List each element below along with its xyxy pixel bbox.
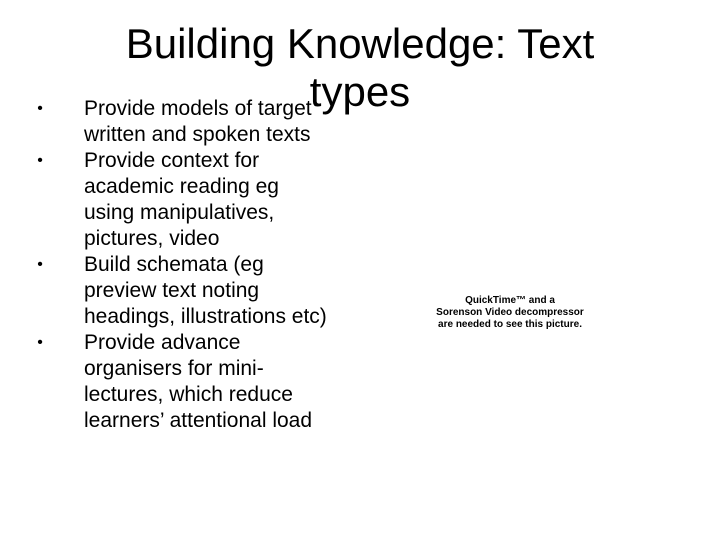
placeholder-line: QuickTime™ and a — [465, 295, 555, 306]
bullet-item — [30, 252, 330, 330]
bullet-marker: • — [37, 100, 43, 117]
bullet-marker: • — [37, 334, 43, 351]
bullet-marker: • — [37, 152, 43, 169]
bullet-item — [30, 148, 330, 252]
placeholder-line: are needed to see this picture. — [438, 319, 582, 330]
bullet-text: Provide advance organisers for mini-lectures, which reduce learners’ attentional load — [84, 331, 313, 432]
quicktime-media-placeholder — [420, 295, 600, 331]
bullet-item — [30, 330, 330, 434]
bullet-text: Provide context for academic reading eg using manipulatives, pictures, video — [84, 149, 279, 250]
bullet-list — [30, 96, 330, 434]
placeholder-line: Sorenson Video decompressor — [436, 307, 584, 318]
bullet-text: Provide models of target written and spoken texts — [84, 97, 312, 146]
bullet-marker: • — [37, 256, 43, 273]
slide-title: Building Knowledge: Text types — [125, 20, 595, 115]
bullet-text: Build schemata (eg preview text noting headings, illustrations etc) — [84, 253, 327, 328]
